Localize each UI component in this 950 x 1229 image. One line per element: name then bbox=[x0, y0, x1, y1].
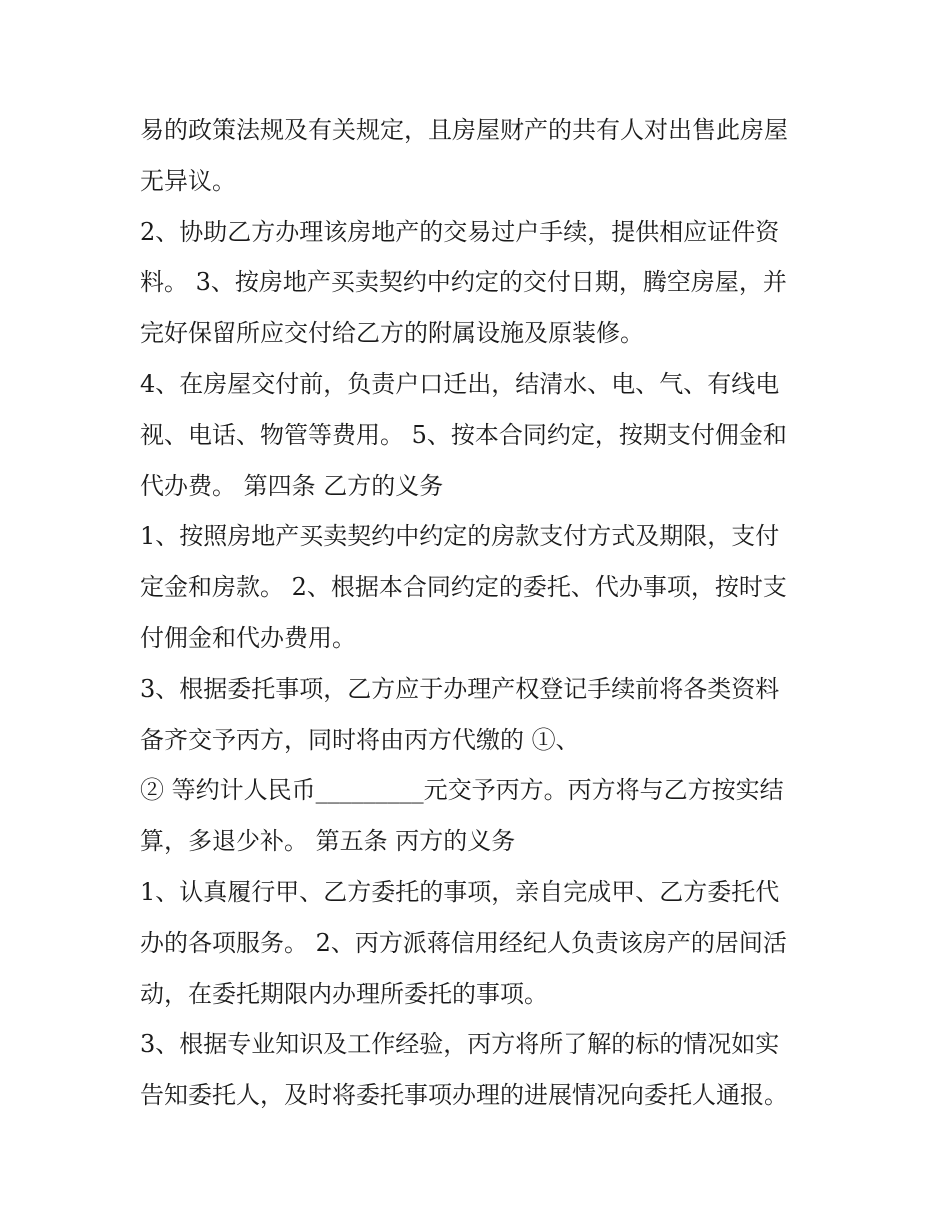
text-line: 1、认真履行甲、乙方委托的事项，亲自完成甲、乙方委托代 bbox=[140, 877, 780, 906]
text-line: 办的各项服务。 2、丙方派蒋信用经纪人负责该房产的居间活 bbox=[140, 928, 787, 957]
text-line: 易的政策法规及有关规定，且房屋财产的共有人对出售此房屋 bbox=[140, 116, 788, 144]
text-line: 3、根据委托事项，乙方应于办理产权登记手续前将各类资料 bbox=[140, 674, 780, 703]
text-line: 算，多退少补。 第五条 丙方的义务 bbox=[140, 827, 516, 856]
text-line: 4、在房屋交付前，负责户口迁出，结清水、电、气、有线电 bbox=[140, 369, 780, 398]
text-line: 定金和房款。 2、根据本合同约定的委托、代办事项，按时支 bbox=[140, 573, 787, 602]
text-line: 动，在委托期限内办理所委托的事项。 bbox=[140, 979, 548, 1008]
text-line: ② 等约计人民币_________元交予丙方。丙方将与乙方按实结 bbox=[140, 776, 784, 805]
text-line: 告知委托人，及时将委托事项办理的进展情况向委托人通报。 bbox=[140, 1081, 788, 1110]
text-line: 3、根据专业知识及工作经验，丙方将所了解的标的情况如实 bbox=[140, 1030, 780, 1059]
text-line: 1、按照房地产买卖契约中约定的房款支付方式及期限，支付 bbox=[140, 522, 780, 551]
text-line: 备齐交予丙方，同时将由丙方代缴的 ①、 bbox=[140, 725, 580, 754]
text-line: 视、电话、物管等费用。 5、按本合同约定，按期支付佣金和 bbox=[140, 420, 787, 449]
text-line: 2、协助乙方办理该房地产的交易过户手续，提供相应证件资 bbox=[140, 217, 780, 246]
text-line: 代办费。 第四条 乙方的义务 bbox=[140, 471, 444, 500]
text-line: 付佣金和代办费用。 bbox=[140, 623, 356, 652]
document-body bbox=[140, 105, 815, 1121]
text-line: 无异议。 bbox=[140, 166, 236, 195]
text-line: 料。 3、按房地产买卖契约中约定的交付日期，腾空房屋，并 bbox=[140, 268, 787, 297]
text-line: 完好保留所应交付给乙方的附属设施及原装修。 bbox=[140, 319, 644, 348]
